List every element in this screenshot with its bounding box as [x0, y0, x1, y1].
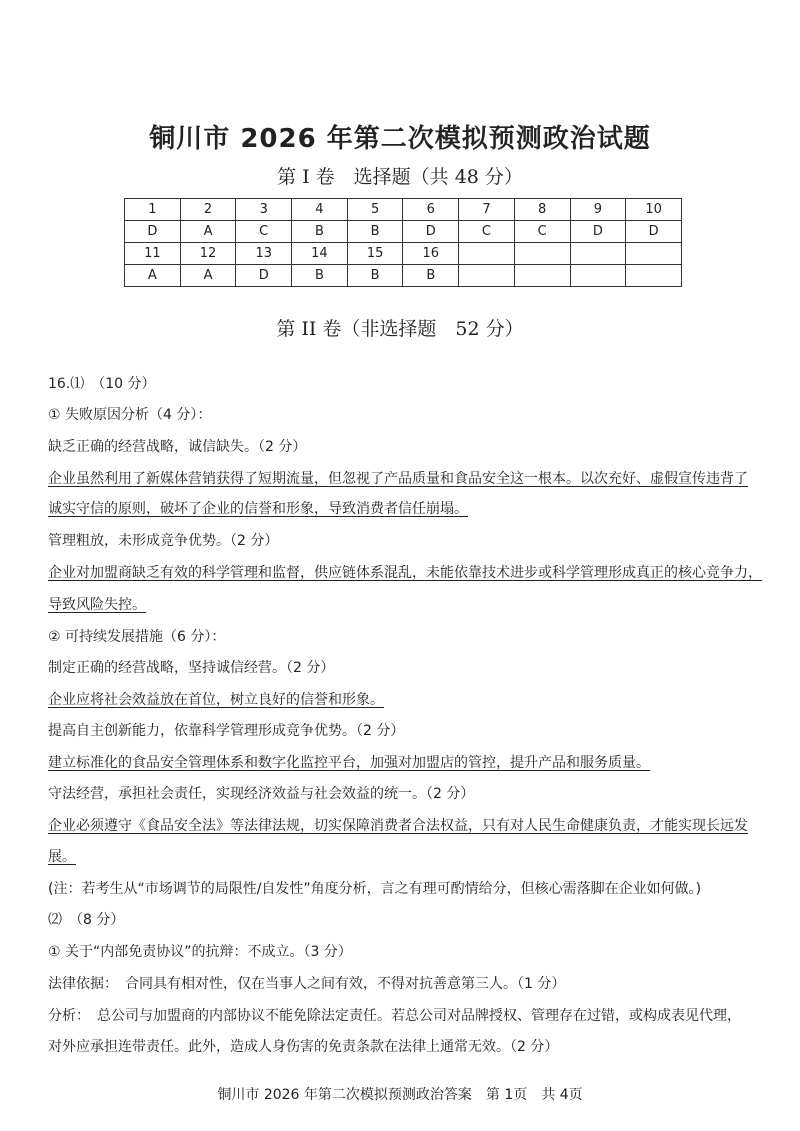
- legal-basis: 法律依据： 合同具有相对性，仅在当事人之间有效，不得对抗善意第三人。（1 分）: [48, 976, 566, 992]
- answer-table-cell: D: [570, 221, 626, 243]
- answer-table-cell: C: [514, 221, 570, 243]
- answer-table-cell: 5: [347, 199, 403, 221]
- answer-table-cell: [570, 265, 626, 287]
- sub-heading-exemption-defense: ① 关于“内部免责协议”的抗辩：不成立。（3 分）: [48, 944, 352, 960]
- page-footer: 铜川市 2026 年第二次模拟预测政治答案 第 1页 共 4页: [217, 1087, 583, 1103]
- explanation-line: 导致风险失控。: [48, 597, 146, 613]
- answer-table-cell: 15: [347, 243, 403, 265]
- question-16-2-heading: ⑵ （8 分）: [48, 912, 125, 928]
- answer-table-cell: B: [403, 265, 459, 287]
- answer-table: [124, 198, 682, 287]
- explanation-line: 企业应将社会效益放在首位，树立良好的信誉和形象。: [48, 692, 384, 708]
- answer-table-cell: 1: [125, 199, 181, 221]
- answer-table-cell: C: [459, 221, 515, 243]
- analysis-line: 分析： 总公司与加盟商的内部协议不能免除法定责任。若总公司对品牌授权、管理存在过错，或构成表见代理，: [48, 1008, 741, 1024]
- answer-table-cell: [626, 243, 682, 265]
- answer-table-cell: B: [292, 221, 348, 243]
- answer-table-row: [125, 265, 682, 287]
- section-1-title: 第 I 卷 选择题（共 48 分）: [277, 166, 523, 188]
- explanation-line: 建立标准化的食品安全管理体系和数字化监控平台，加强对加盟店的管控，提升产品和服务质量。: [48, 755, 650, 771]
- answer-point: 管理粗放，未形成竞争优势。（2 分）: [48, 533, 279, 549]
- answer-table-cell: B: [292, 265, 348, 287]
- answer-table-cell: 2: [180, 199, 236, 221]
- answer-table-cell: 13: [236, 243, 292, 265]
- answer-table-cell: 8: [514, 199, 570, 221]
- sub-heading-sustainable-measures: ② 可持续发展措施（6 分）：: [48, 629, 226, 645]
- answer-table-cell: [459, 243, 515, 265]
- explanation-line: 诚实守信的原则，破坏了企业的信誉和形象，导致消费者信任崩塌。: [48, 501, 468, 517]
- answer-point: 守法经营，承担社会责任，实现经济效益与社会效益的统一。（2 分）: [48, 786, 475, 802]
- answer-table-cell: [626, 265, 682, 287]
- explanation-line: 企业对加盟商缺乏有效的科学管理和监督，供应链体系混乱，未能依靠技术进步或科学管理形成真正的核心竞争力，: [48, 565, 762, 581]
- sub-heading-failure-reasons: ① 失败原因分析（4 分）：: [48, 407, 212, 423]
- answer-table-cell: B: [347, 221, 403, 243]
- answer-table-cell: A: [180, 221, 236, 243]
- answer-table-cell: 9: [570, 199, 626, 221]
- answer-table-cell: 14: [292, 243, 348, 265]
- answer-table-row: [125, 243, 682, 265]
- page-title: 铜川市 2026 年第二次模拟预测政治试题: [149, 124, 651, 154]
- answer-table-cell: A: [125, 265, 181, 287]
- answer-table-cell: D: [236, 265, 292, 287]
- answer-point: 制定正确的经营战略，坚持诚信经营。（2 分）: [48, 660, 335, 676]
- explanation-line: 展。: [48, 849, 76, 865]
- answer-table-cell: [514, 265, 570, 287]
- answer-table-cell: 10: [626, 199, 682, 221]
- answer-point: 提高自主创新能力，依靠科学管理形成竞争优势。（2 分）: [48, 723, 405, 739]
- answer-point: 缺乏正确的经营战略，诚信缺失。（2 分）: [48, 439, 307, 455]
- answer-table-row: [125, 199, 682, 221]
- answer-table-row: [125, 221, 682, 243]
- explanation-line: 企业必须遵守《食品安全法》等法律法规，切实保障消费者合法权益，只有对人民生命健康负责，才能实现长远发: [48, 818, 748, 834]
- answer-table-cell: 3: [236, 199, 292, 221]
- explanation-line: 企业虽然利用了新媒体营销获得了短期流量，但忽视了产品质量和食品安全这一根本。以次充好、虚假宣传违背了: [48, 471, 748, 487]
- grading-note: (注：若考生从“市场调节的局限性/自发性”角度分析，言之有理可酌情给分，但核心需落脚在企业如何做。): [48, 881, 702, 897]
- analysis-line: 对外应承担连带责任。此外，造成人身伤害的免责条款在法律上通常无效。（2 分）: [48, 1039, 559, 1055]
- answer-table-cell: 7: [459, 199, 515, 221]
- answer-table-cell: A: [180, 265, 236, 287]
- answer-table-cell: D: [403, 221, 459, 243]
- answer-table-cell: B: [347, 265, 403, 287]
- section-2-title: 第 II 卷（非选择题 52 分）: [276, 318, 524, 340]
- answer-table-cell: [570, 243, 626, 265]
- answer-table-cell: D: [626, 221, 682, 243]
- answer-table-cell: 12: [180, 243, 236, 265]
- answer-table-cell: C: [236, 221, 292, 243]
- answer-table-cell: 6: [403, 199, 459, 221]
- answer-table-cell: 16: [403, 243, 459, 265]
- answer-table-cell: [459, 265, 515, 287]
- answer-table-cell: 11: [125, 243, 181, 265]
- answer-table-cell: D: [125, 221, 181, 243]
- question-16-1-heading: 16.⑴ （10 分）: [48, 376, 156, 392]
- answer-table-cell: [514, 243, 570, 265]
- answer-table-cell: 4: [292, 199, 348, 221]
